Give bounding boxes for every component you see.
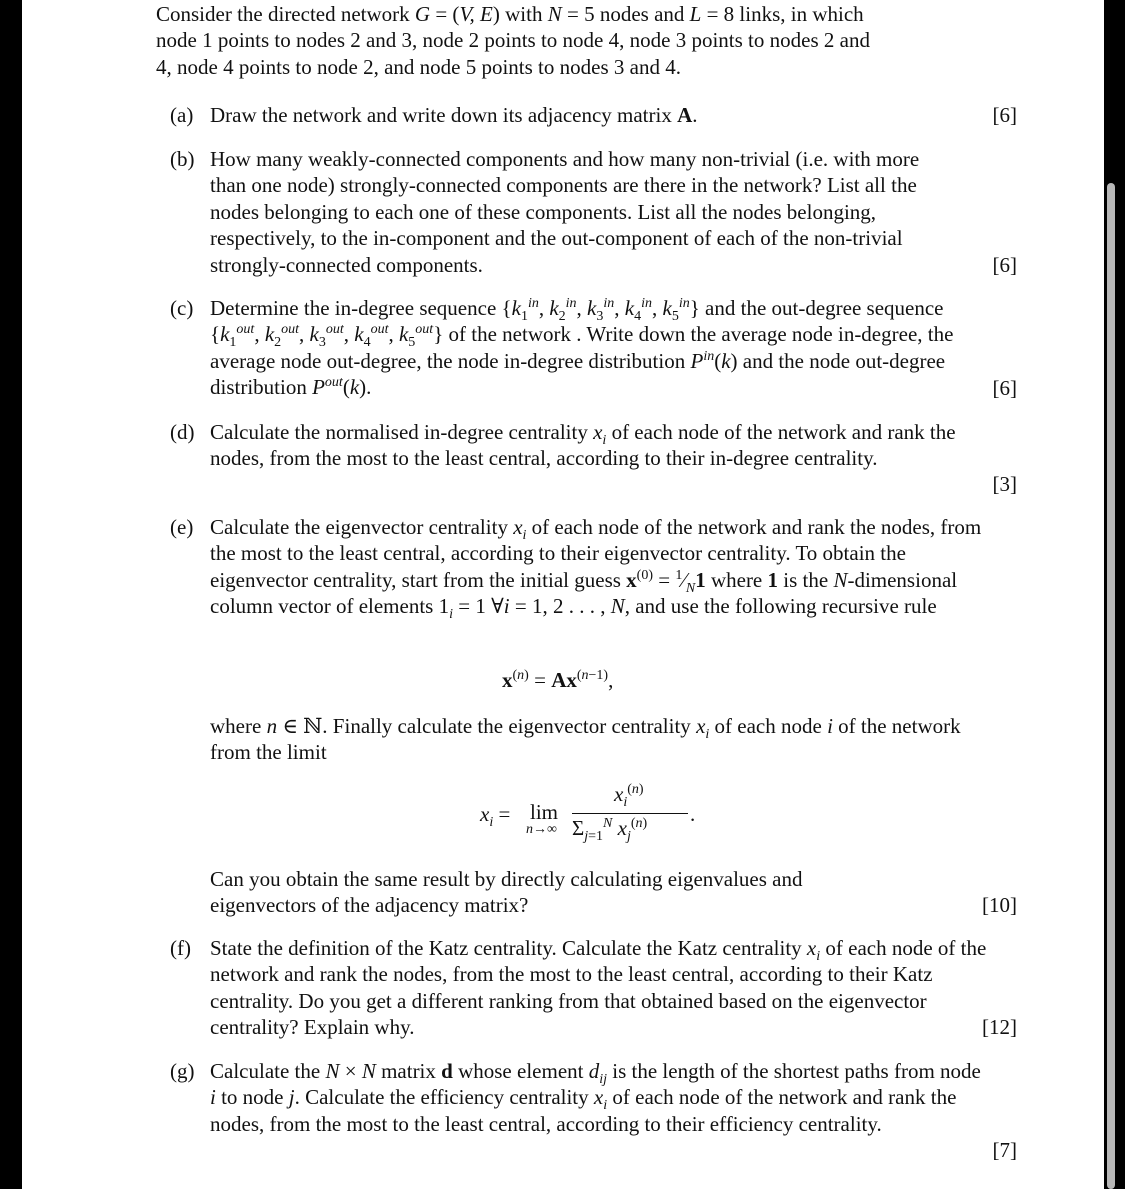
question-part-d: [170, 419, 1000, 472]
document-page: [22, 0, 1104, 1189]
part-label: (g): [170, 1059, 195, 1083]
limit-equation: $x_i$ = lim n→∞ $x_i^{(n)}$ $\Sigma_{j=1}^N$ $x_j^{(n)}$ .: [480, 782, 696, 845]
part-label: (d): [170, 420, 195, 444]
question-part-e: [170, 514, 1000, 623]
part-text: State the definition of the Katz centrality. Calculate the Katz centrality $x_i$ of each node of the network and rank the nodes, from the most to the least central, according to their Katz centrality. Do you get a different ranking from that obtained based on the eigenvector centrality? Explain why.: [210, 936, 987, 1040]
part-label: (c): [170, 296, 194, 320]
question-part-c: [170, 295, 1000, 401]
marks-badge: [6]: [992, 253, 1017, 277]
part-text: Determine the in-degree sequence {$k_1^{in}$, $k_2^{in}$, $k_3^{in}$, $k_4^{in}$, $k_5^{in}$} and the out-degree sequence {$k_1^{out}$, $k_2^{out}$, $k_3^{out}$, $k_4^{out}$, $k_5^{out}$} of the network . Write down the average node in-degree, the average node out-degree, the node in-degree distribution $P^{in}(k)$ and the node out-degree distribution $P^{out}(k)$.: [210, 296, 954, 400]
part-text: Calculate the eigenvector centrality $x_i$ of each node of the network and rank the nodes, from the most to the least central, according to their eigenvector centrality. To obtain the eigenvector centrality, start from the initial guess $x^{(0)}$ = $^1⁄_N1$ where 1 is the N-dimensional column vector of elements $1_i = 1$ ∀i = 1, 2 . . . , N, and use the following recursive rule: [210, 515, 982, 623]
part-label: (e): [170, 515, 194, 539]
part-text: where n ∈ ℕ. Finally calculate the eigenvector centrality $x_i$ of each node i of the network from the limit: [210, 714, 961, 765]
recursive-equation: $x^{(n)} = Ax^{(n-1)}$,: [502, 668, 614, 692]
part-label: (b): [170, 147, 195, 171]
part-label: (f): [170, 936, 191, 960]
marks-badge: [7]: [992, 1138, 1017, 1162]
question-part-b: [170, 146, 1000, 278]
question-part-f: [170, 935, 1000, 1041]
part-text: Calculate the N × N matrix d whose element $d_{ij}$ is the length of the shortest paths from node i to node j. Calculate the efficiency centrality $x_i$ of each node of the network and rank the nodes, from the most to the least central, according to their efficiency centrality.: [210, 1059, 981, 1136]
marks-badge: [12]: [982, 1015, 1017, 1039]
question-part-a: [170, 102, 1000, 128]
scrollbar-thumb[interactable]: [1107, 183, 1115, 1189]
marks-badge: [6]: [992, 103, 1017, 127]
marks-badge: [10]: [982, 893, 1017, 917]
question-part-e-continued: [170, 713, 1000, 766]
part-label: (a): [170, 103, 194, 127]
marks-badge: [3]: [992, 472, 1017, 496]
part-text: Calculate the normalised in-degree centrality $x_i$ of each node of the network and rank the nodes, from the most to the least central, according to their in-degree centrality.: [210, 420, 956, 471]
intro-paragraph: Consider the directed network G = (V, E) with N = 5 nodes and L = 8 links, in which node 1 points to nodes 2 and 3, node 2 points to node 4, node 3 points to nodes 2 and 4, node 4 points to node 2, and node 5 points to nodes 3 and 4.: [156, 2, 870, 79]
part-text: Draw the network and write down its adjacency matrix A.: [210, 103, 698, 127]
question-part-g: [170, 1058, 1000, 1137]
part-text: How many weakly-connected components and how many non-trivial (i.e. with more than one node) strongly-connected components are there in the network? List all the nodes belonging to each one of these components. List all the nodes belonging, respectively, to the in-component and the out-component of each of the non-trivial strongly-connected components.: [210, 147, 920, 277]
part-text: Can you obtain the same result by directly calculating eigenvalues and eigenvectors of the adjacency matrix?: [210, 867, 803, 918]
marks-badge: [6]: [992, 376, 1017, 400]
question-part-e-end: [170, 866, 1000, 919]
